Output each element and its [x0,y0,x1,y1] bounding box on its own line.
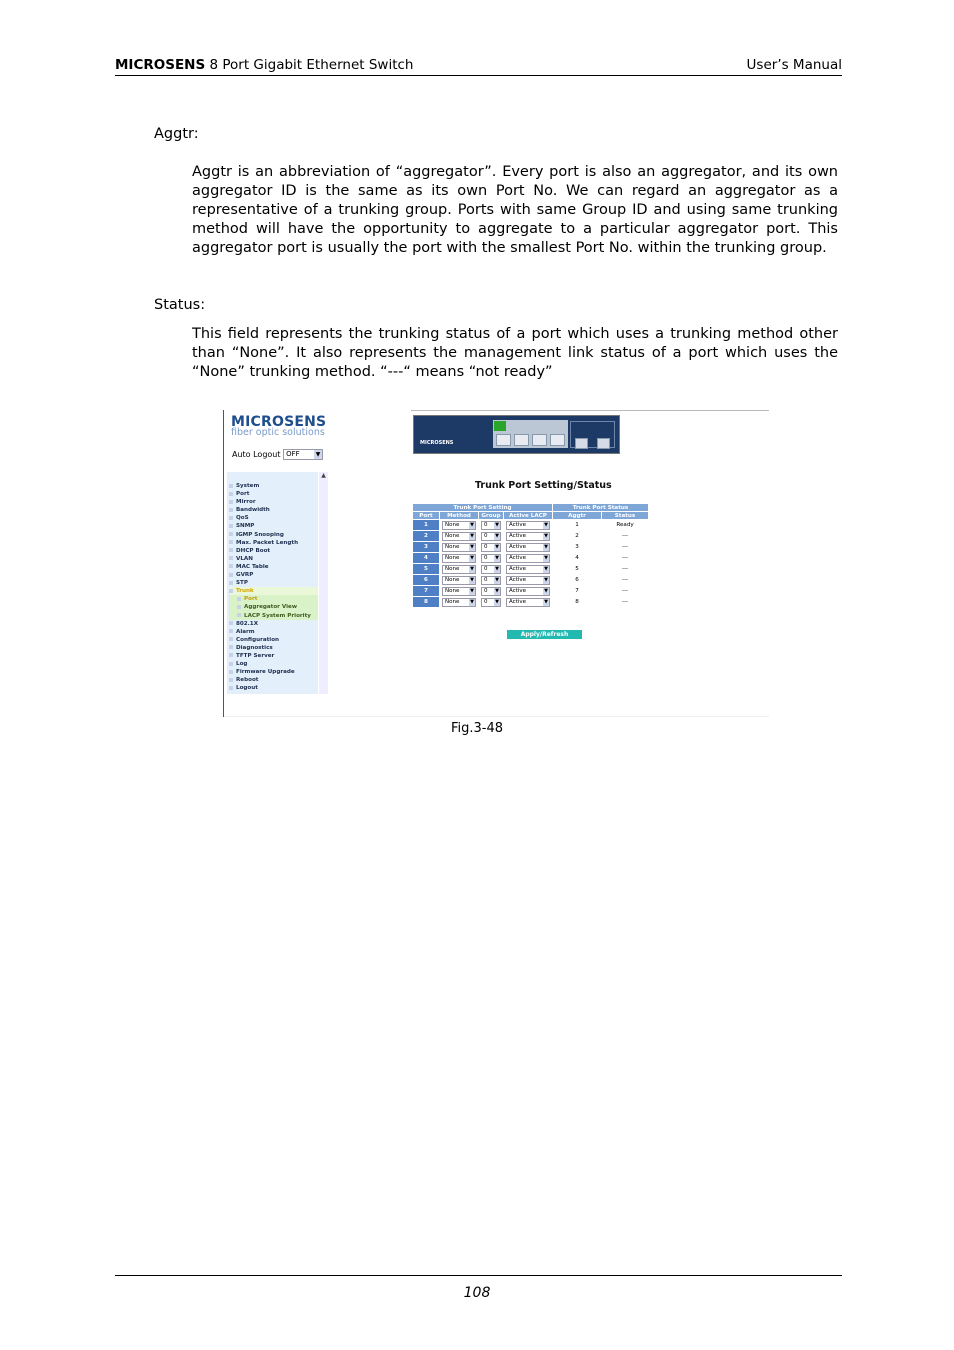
menu-item-label: SNMP [236,523,255,530]
para-aggtr: Aggtr is an abbreviation of “aggregator”. Every port is also an aggregator, and its own aggregator ID is the same as its own Port No. We can regard an aggregator as a representative of a trunking group. Ports with same Group ID and using same trunking method will have the opportunity to aggregate to a particular aggregator port. This aggregator port is usually the port with the smallest Port No. within the trunking group. [192,164,838,256]
aggtr-value: 4 [553,553,601,563]
menu-bullet-icon [229,492,233,496]
method-select[interactable] [442,565,476,574]
footer-rule [115,1275,842,1276]
menu-item[interactable] [229,644,318,652]
chevron-down-icon: ▼ [470,554,474,561]
method-cell [440,586,478,596]
aggtr-value: 7 [553,586,601,596]
lacp-select-value: Active [509,521,527,528]
group-select-value: 0 [484,543,488,550]
lacp-cell [504,586,552,596]
group-cell [479,586,503,596]
chevron-down-icon: ▼ [495,598,499,605]
chevron-down-icon: ▼ [495,554,499,561]
lacp-select[interactable] [506,587,550,596]
group-header-setting: Trunk Port Setting [413,504,552,511]
method-cell [440,520,478,530]
lacp-select-value: Active [509,532,527,539]
method-cell [440,564,478,574]
menu-item-label: LACP System Priority [244,612,311,619]
menu-item[interactable] [229,620,318,628]
aggtr-value: 1 [553,520,601,530]
lacp-cell [504,564,552,574]
method-cell [440,542,478,552]
panel-port[interactable] [532,434,547,446]
group-cell [479,542,503,552]
status-value: --- [602,531,648,541]
web-logo-subtitle: fiber optic solutions [231,427,325,438]
nav-menu [227,472,326,694]
menu-item[interactable] [229,490,318,498]
nav-menu-list [227,472,318,692]
menu-item-label: Firmware Upgrade [236,669,295,676]
port-number[interactable]: 1 [413,520,439,530]
table-row [413,586,648,596]
menu-item-label: Diagnostics [236,644,273,651]
menu-item-label: GVRP [236,572,254,579]
header-product: 8 Port Gigabit Ethernet Switch [209,57,414,73]
chevron-down-icon: ▼ [544,565,548,572]
menu-item[interactable] [229,539,318,547]
menu-item[interactable] [229,547,318,555]
table-row [413,520,648,530]
status-value: Ready [602,520,648,530]
lacp-select-value: Active [509,554,527,561]
menu-item-label: 802.1X [236,620,259,627]
menu-bullet-icon [237,597,241,601]
col-method: Method [440,512,478,519]
menu-item[interactable] [229,652,318,660]
para-status: This field represents the trunking status of a port which uses a trunking method other than “None”. It also represents the management link status of a port which uses the “None” trunking method. “---“ means “not ready” [192,326,838,380]
group-select-value: 0 [484,521,488,528]
menu-bullet-icon [229,532,233,536]
menu-bullet-icon [229,621,233,625]
menu-item[interactable] [229,684,318,692]
menu-bullet-icon [229,670,233,674]
method-select-value: None [445,587,460,594]
menu-item-label: Port [236,491,250,498]
auto-logout-label: Auto Logout [232,450,281,459]
menu-item-label: QoS [236,515,249,522]
chevron-down-icon: ▼ [495,521,499,528]
panel-port[interactable] [496,434,511,446]
port-number[interactable]: 6 [413,575,439,585]
status-value: --- [602,586,648,596]
menu-item-label: Logout [236,685,258,692]
menu-bullet-icon [229,540,233,544]
menu-bullet-icon [229,548,233,552]
group-select-value: 0 [484,598,488,605]
port-number[interactable]: 5 [413,564,439,574]
port-link-led [494,421,506,431]
header-title [115,57,413,73]
chevron-down-icon: ▼ [495,576,499,583]
method-cell [440,531,478,541]
menu-item[interactable] [229,482,318,490]
menu-bullet-icon [229,637,233,641]
web-logo-brand: MICROSENS [231,414,327,430]
group-select[interactable] [481,543,501,552]
status-value: --- [602,575,648,585]
group-header-status: Trunk Port Status [553,504,648,511]
group-cell [479,597,503,607]
header-brand: MICROSENS [115,57,206,73]
method-select[interactable] [442,543,476,552]
chevron-down-icon: ▼ [544,554,548,561]
chevron-down-icon: ▼ [470,532,474,539]
chevron-down-icon: ▼ [544,576,548,583]
page-header [115,57,842,76]
panel-brand: MICROSENS [420,440,454,446]
menu-item-label: IGMP Snooping [236,531,284,538]
group-select[interactable] [481,565,501,574]
lacp-select-value: Active [509,587,527,594]
trunk-table [412,503,649,608]
menu-item[interactable] [229,668,318,676]
sfp-port[interactable] [575,438,588,449]
menu-item-label: System [236,483,260,489]
web-logo [231,414,326,438]
col-status: Status [602,512,648,519]
menu-item[interactable] [229,506,318,514]
table-row [413,564,648,574]
chevron-down-icon: ▼ [470,587,474,594]
sfp-port[interactable] [597,438,610,449]
port-number[interactable]: 2 [413,531,439,541]
panel-port[interactable] [550,434,565,446]
lacp-select-value: Active [509,598,527,605]
method-select-value: None [445,543,460,550]
lacp-select[interactable] [506,554,550,563]
term-aggtr: Aggtr: [154,126,199,142]
menu-bullet-icon [229,678,233,682]
menu-item-label: Port [244,596,258,603]
chevron-down-icon: ▼ [544,543,548,550]
menu-item[interactable] [229,563,318,571]
menu-item-label: Configuration [236,636,280,643]
menu-item[interactable] [229,522,318,530]
menu-item[interactable] [229,498,318,506]
menu-item[interactable] [229,514,318,522]
menu-bullet-icon [229,484,233,488]
lacp-cell [504,531,552,541]
page-number: 108 [463,1285,491,1301]
menu-item-label: Mirror [236,499,256,506]
menu-bullet-icon [229,564,233,568]
chevron-down-icon: ▼ [495,587,499,594]
chevron-down-icon: ▼ [544,521,548,528]
chevron-down-icon: ▼ [470,543,474,550]
chevron-down-icon: ▼ [470,565,474,572]
status-value: --- [602,553,648,563]
status-value: --- [602,542,648,552]
switch-front-panel [413,415,620,454]
table-row [413,575,648,585]
menu-bullet-icon [229,524,233,528]
menu-item-label: DHCP Boot [236,547,271,554]
sfp-slots [570,421,615,448]
menu-item-label: Aggregator View [244,604,298,611]
menu-bullet-icon [229,516,233,520]
menu-item-label: TFTP Server [236,652,275,659]
col-port: Port [413,512,439,519]
auto-logout-value: OFF [286,450,300,458]
lacp-select[interactable] [506,576,550,585]
term-status: Status: [154,297,206,313]
group-select-value: 0 [484,576,488,583]
trunk-page-title: Trunk Port Setting/Status [475,480,612,491]
lacp-select[interactable] [506,521,550,530]
menu-bullet-icon [229,662,233,666]
method-select[interactable] [442,554,476,563]
method-select-value: None [445,576,460,583]
group-select-value: 0 [484,554,488,561]
menu-item[interactable] [229,531,318,539]
lacp-select[interactable] [506,532,550,541]
lacp-select-value: Active [509,543,527,550]
chevron-down-icon: ▼ [470,576,474,583]
menu-bullet-icon [229,645,233,649]
panel-port[interactable] [514,434,529,446]
group-select[interactable] [481,554,501,563]
menu-bullet-icon [229,653,233,657]
group-cell [479,520,503,530]
group-cell [479,575,503,585]
menu-item-label: Max. Packet Length [236,539,299,546]
chevron-down-icon: ▼ [544,532,548,539]
lacp-cell [504,575,552,585]
lacp-select-value: Active [509,576,527,583]
menu-item[interactable] [229,571,318,579]
menu-item-label: VLAN [236,555,253,562]
figure-caption: Fig.3-48 [450,721,504,736]
method-select-value: None [445,598,460,605]
port-number[interactable]: 7 [413,586,439,596]
lacp-cell [504,520,552,530]
menu-item-label: Trunk [236,588,254,595]
chevron-down-icon: ▼ [315,451,321,458]
header-manual: User’s Manual [746,57,842,73]
chevron-down-icon: ▼ [495,543,499,550]
menu-item[interactable] [229,595,318,603]
menu-bullet-icon [229,686,233,690]
group-select-value: 0 [484,532,488,539]
method-cell [440,597,478,607]
figure-screenshot [223,410,769,717]
apply-refresh-button[interactable]: Apply/Refresh [507,630,582,639]
method-select[interactable] [442,521,476,530]
menu-bullet-icon [229,500,233,504]
menu-item[interactable] [229,603,318,611]
menu-item[interactable] [229,587,318,595]
method-cell [440,575,478,585]
menu-item[interactable] [229,612,318,620]
chevron-down-icon: ▼ [495,565,499,572]
group-cell [479,564,503,574]
group-select[interactable] [481,521,501,530]
menu-scrollbar[interactable] [319,472,328,694]
frame-line [411,410,769,411]
aggtr-value: 6 [553,575,601,585]
lacp-cell [504,542,552,552]
group-select[interactable] [481,587,501,596]
chevron-down-icon: ▼ [544,587,548,594]
menu-item[interactable] [229,636,318,644]
method-select[interactable] [442,576,476,585]
col-aggtr: Aggtr [553,512,601,519]
menu-bullet-icon [229,589,233,593]
menu-item-label: Bandwidth [236,507,270,514]
group-cell [479,553,503,563]
col-active-lacp: Active LACP [504,512,552,519]
group-cell [479,531,503,541]
menu-item[interactable] [229,660,318,668]
method-select-value: None [445,554,460,561]
menu-item-label: Reboot [236,677,259,684]
menu-bullet-icon [229,629,233,633]
menu-item[interactable] [229,676,318,684]
menu-bullet-icon [237,613,241,617]
method-select[interactable] [442,598,476,607]
group-select-value: 0 [484,587,488,594]
method-select[interactable] [442,532,476,541]
menu-item[interactable] [229,628,318,636]
status-value: --- [602,564,648,574]
status-value: --- [602,597,648,607]
chevron-down-icon: ▼ [470,598,474,605]
menu-bullet-icon [229,556,233,560]
method-select-value: None [445,521,460,528]
aggtr-value: 8 [553,597,601,607]
frame-bottom [224,716,769,717]
col-group: Group [479,512,503,519]
lacp-select[interactable] [506,543,550,552]
lacp-select[interactable] [506,598,550,607]
menu-item-label: Alarm [236,628,255,635]
menu-item-label: Log [236,661,248,668]
port-number[interactable]: 3 [413,542,439,552]
aggtr-value: 3 [553,542,601,552]
menu-item[interactable] [229,555,318,563]
table-row [413,531,648,541]
lacp-select[interactable] [506,565,550,574]
method-cell [440,553,478,563]
chevron-down-icon: ▼ [470,521,474,528]
method-select-value: None [445,565,460,572]
group-select[interactable] [481,598,501,607]
table-row [413,542,648,552]
lacp-cell [504,553,552,563]
method-select[interactable] [442,587,476,596]
auto-logout [232,449,323,460]
group-select-value: 0 [484,565,488,572]
menu-bullet-icon [229,581,233,585]
menu-item-label: STP [236,580,248,587]
port-number[interactable]: 4 [413,553,439,563]
lacp-select-value: Active [509,565,527,572]
table-row [413,597,648,607]
aggtr-value: 5 [553,564,601,574]
lacp-cell [504,597,552,607]
group-select[interactable] [481,532,501,541]
menu-item[interactable] [229,579,318,587]
method-select-value: None [445,532,460,539]
aggtr-value: 2 [553,531,601,541]
menu-item-label: MAC Table [236,563,269,570]
chevron-down-icon: ▼ [544,598,548,605]
scroll-up-icon[interactable]: ▲ [321,472,326,479]
menu-bullet-icon [229,573,233,577]
chevron-down-icon: ▼ [495,532,499,539]
table-row [413,553,648,563]
menu-bullet-icon [237,605,241,609]
port-number[interactable]: 8 [413,597,439,607]
group-select[interactable] [481,576,501,585]
menu-bullet-icon [229,508,233,512]
auto-logout-select[interactable] [283,449,323,460]
